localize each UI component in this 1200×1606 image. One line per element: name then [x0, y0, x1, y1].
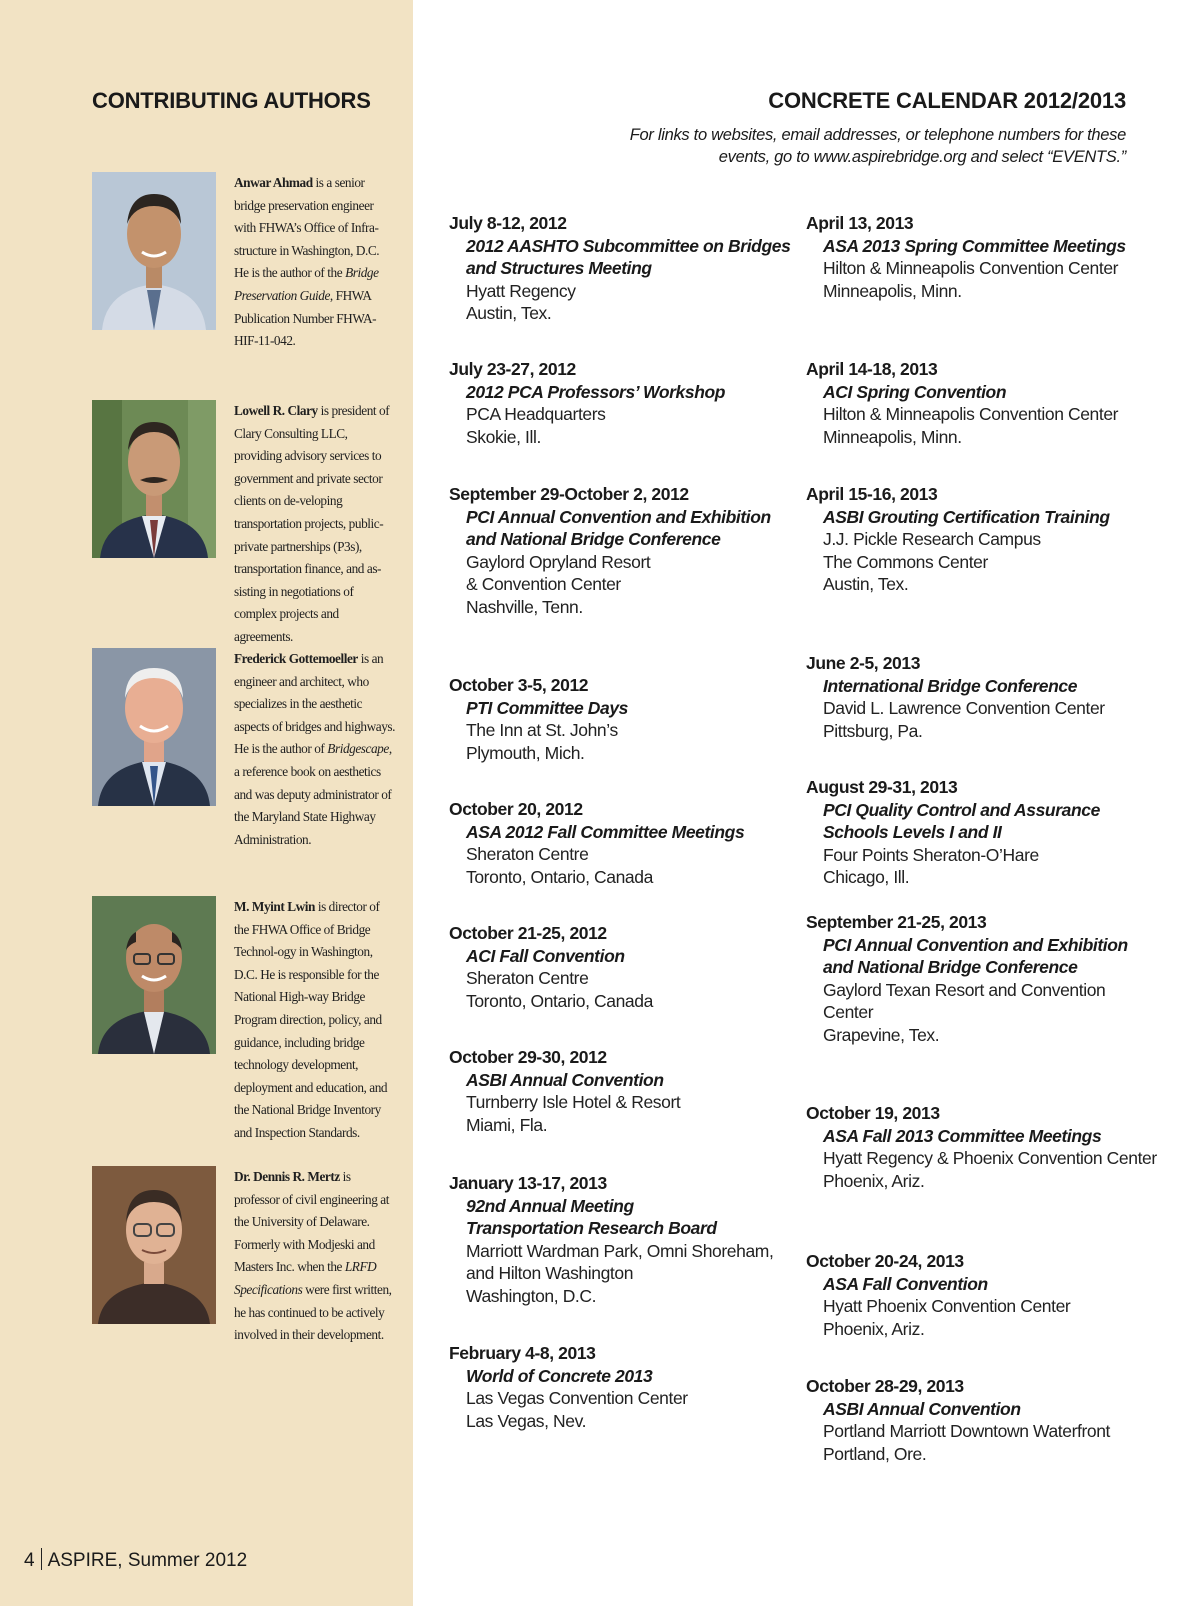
author-bio-text: is a senior bridge preservation engineer with FHWA’s Office of Infra-structure in Washington, D.C. He is the author of the — [234, 175, 380, 281]
event-location: Sheraton Centre Toronto, Ontario, Canada — [466, 844, 653, 887]
event-location: J.J. Pickle Research Campus The Commons Center Austin, Tex. — [823, 529, 1041, 594]
event-date: July 23-27, 2012 — [449, 359, 576, 379]
event-date: July 8-12, 2012 — [449, 213, 567, 233]
event-location: The Inn at St. John’s Plymouth, Mich. — [466, 720, 618, 763]
event-name: International Bridge Conference — [823, 675, 1078, 696]
event-name: PCI Annual Convention and Exhibition and National Bridge Conference — [466, 506, 771, 549]
event-name: 2012 PCA Professors’ Workshop — [466, 381, 726, 402]
author-bio-ahmad — [234, 172, 396, 353]
event-location: Hyatt Regency & Phoenix Convention Center Phoenix, Ariz. — [823, 1148, 1157, 1191]
author-photo-mertz — [92, 1166, 216, 1324]
event-date: October 20-24, 2013 — [806, 1251, 964, 1271]
author-bio-clary — [234, 400, 396, 649]
event-location: Gaylord Texan Resort and Convention Center Grapevine, Tex. — [823, 979, 1106, 1045]
event-name: ASA 2012 Fall Committee Meetings — [466, 821, 745, 842]
author-bio-text: is president of Clary Consulting LLC, providing advisory services to government and private sector clients on de-veloping transportation projects, public-private partnerships (P3s), transportation finance, and as-sisting in negotiations of complex projects and agreements. — [234, 403, 390, 644]
author-bio-title: Bridge Preservation Guide — [234, 265, 379, 303]
event-name: World of Concrete 2013 — [466, 1365, 653, 1386]
event-item — [449, 483, 801, 618]
calendar-subtitle: For links to websites, email addresses, or telephone numbers for these events, go to www.aspirebridge.org and select “EVENTS.” — [629, 126, 1126, 166]
authors-heading: CONTRIBUTING AUTHORS — [92, 88, 371, 113]
author-bio-title: LRFD Specifications — [234, 1259, 377, 1297]
event-date: October 3-5, 2012 — [449, 675, 589, 695]
event-item — [449, 674, 801, 764]
author-name-clary: Lowell R. Clary — [234, 403, 318, 418]
event-name: ASA Fall 2013 Committee Meetings — [823, 1125, 1102, 1146]
event-date: April 13, 2013 — [806, 213, 914, 233]
event-location: David L. Lawrence Convention Center Pittsburg, Pa. — [823, 698, 1105, 741]
event-date: October 29-30, 2012 — [449, 1047, 607, 1067]
event-name: PCI Annual Convention and Exhibition and National Bridge Conference — [823, 934, 1128, 977]
event-location: Portland Marriott Downtown Waterfront Portland, Ore. — [823, 1421, 1111, 1464]
event-date: October 28-29, 2013 — [806, 1376, 964, 1396]
event-item — [449, 1172, 801, 1307]
author-bio-text: is director of the FHWA Office of Bridge Technol-ogy in Washington, D.C. He is responsible for the National High-way Bridge Program direction, policy, and guidance, including bridge technology development, deployment and education, and the National Bridge Inventory and Inspection Standards. — [234, 899, 388, 1140]
event-location: Marriott Wardman Park, Omni Shoreham, and Hilton Washington Washington, D.C. — [466, 1240, 774, 1306]
footer-divider — [41, 1548, 42, 1570]
event-name: ASBI Annual Convention — [466, 1069, 664, 1090]
event-location: Hilton & Minneapolis Convention Center Minneapolis, Minn. — [823, 404, 1119, 447]
author-bio-gottemoeller — [234, 648, 396, 851]
event-date: April 14-18, 2013 — [806, 359, 938, 379]
author-bio-title: Bridgescape — [327, 741, 389, 757]
event-item — [806, 1375, 1158, 1465]
author-bio-text: were first written, he has continued to be actively involved in their development. — [234, 1281, 392, 1343]
event-location: Turnberry Isle Hotel & Resort Miami, Fla. — [466, 1092, 681, 1135]
author-bio-text: , FHWA Publication Number FHWA-HIF-11-042. — [234, 287, 377, 349]
author-photo-gottemoeller — [92, 648, 216, 806]
event-name: PCI Quality Control and Assurance Schools Levels I and II — [823, 799, 1100, 842]
event-name: ASBI Annual Convention — [823, 1398, 1021, 1419]
event-item — [449, 922, 801, 1012]
event-item — [806, 483, 1158, 596]
author-bio-lwin — [234, 896, 396, 1145]
event-date: September 21-25, 2013 — [806, 912, 987, 932]
author-photo-clary — [92, 400, 216, 558]
author-name-ahmad: Anwar Ahmad — [234, 175, 313, 190]
page-number: 4 — [24, 1550, 35, 1571]
event-date: April 15-16, 2013 — [806, 484, 938, 504]
event-name: ACI Spring Convention — [823, 381, 1007, 402]
event-item — [449, 1046, 801, 1136]
event-date: October 21-25, 2012 — [449, 923, 607, 943]
author-name-lwin: M. Myint Lwin — [234, 899, 315, 914]
event-location: Gaylord Opryland Resort & Convention Center Nashville, Tenn. — [466, 551, 651, 617]
publication-name: ASPIRE, Summer 2012 — [47, 1550, 248, 1571]
event-location: PCA Headquarters Skokie, Ill. — [466, 404, 606, 447]
event-item — [806, 776, 1158, 889]
event-item — [806, 1250, 1158, 1340]
author-photo-lwin — [92, 896, 216, 1054]
author-name-mertz: Dr. Dennis R. Mertz — [234, 1169, 340, 1184]
event-name: PTI Committee Days — [466, 697, 629, 718]
event-date: September 29-October 2, 2012 — [449, 484, 689, 504]
event-item — [806, 358, 1158, 448]
event-name: ASA 2013 Spring Committee Meetings — [823, 235, 1126, 256]
event-item — [449, 1342, 801, 1432]
event-item — [449, 212, 801, 325]
event-item — [806, 212, 1158, 302]
event-name: ACI Fall Convention — [466, 945, 625, 966]
event-date: August 29-31, 2013 — [806, 777, 958, 797]
event-date: October 19, 2013 — [806, 1103, 940, 1123]
author-bio-text: is an engineer and architect, who specializes in the aesthetic aspects of bridges and highways. He is the author of — [234, 651, 396, 757]
event-date: January 13-17, 2013 — [449, 1173, 607, 1193]
event-name: ASA Fall Convention — [823, 1273, 988, 1294]
event-location: Sheraton Centre Toronto, Ontario, Canada — [466, 968, 653, 1011]
event-location: Hilton & Minneapolis Convention Center Minneapolis, Minn. — [823, 258, 1119, 301]
event-item — [806, 911, 1158, 1046]
event-item — [806, 652, 1158, 742]
author-bio-text: is professor of civil engineering at the University of Delaware. Formerly with Modjeski and Masters Inc. when the — [234, 1169, 389, 1275]
author-bio-mertz — [234, 1166, 396, 1347]
event-name: 92nd Annual Meeting Transportation Research Board — [466, 1195, 717, 1238]
event-item — [449, 358, 801, 448]
author-name-gottemoeller: Frederick Gottemoeller — [234, 651, 358, 666]
event-location: Hyatt Regency Austin, Tex. — [466, 280, 576, 323]
author-photo-ahmad — [92, 172, 216, 330]
event-item — [806, 1102, 1158, 1192]
event-location: Four Points Sheraton-O’Hare Chicago, Ill. — [823, 844, 1039, 887]
event-name: 2012 AASHTO Subcommittee on Bridges and Structures Meeting — [466, 235, 791, 278]
event-location: Las Vegas Convention Center Las Vegas, Nev. — [466, 1388, 688, 1431]
event-item — [449, 798, 801, 888]
calendar-heading: CONCRETE CALENDAR 2012/2013 — [768, 88, 1126, 113]
author-bio-text: , a reference book on aesthetics and was deputy administrator of the Maryland State Highway Administration. — [234, 741, 392, 847]
event-location: Hyatt Phoenix Convention Center Phoenix, Ariz. — [823, 1296, 1071, 1339]
event-date: February 4-8, 2013 — [449, 1343, 596, 1363]
page-footer — [24, 1548, 247, 1572]
event-date: October 20, 2012 — [449, 799, 583, 819]
event-date: June 2-5, 2013 — [806, 653, 921, 673]
authors-sidebar — [0, 0, 413, 1606]
event-name: ASBI Grouting Certification Training — [823, 506, 1110, 527]
